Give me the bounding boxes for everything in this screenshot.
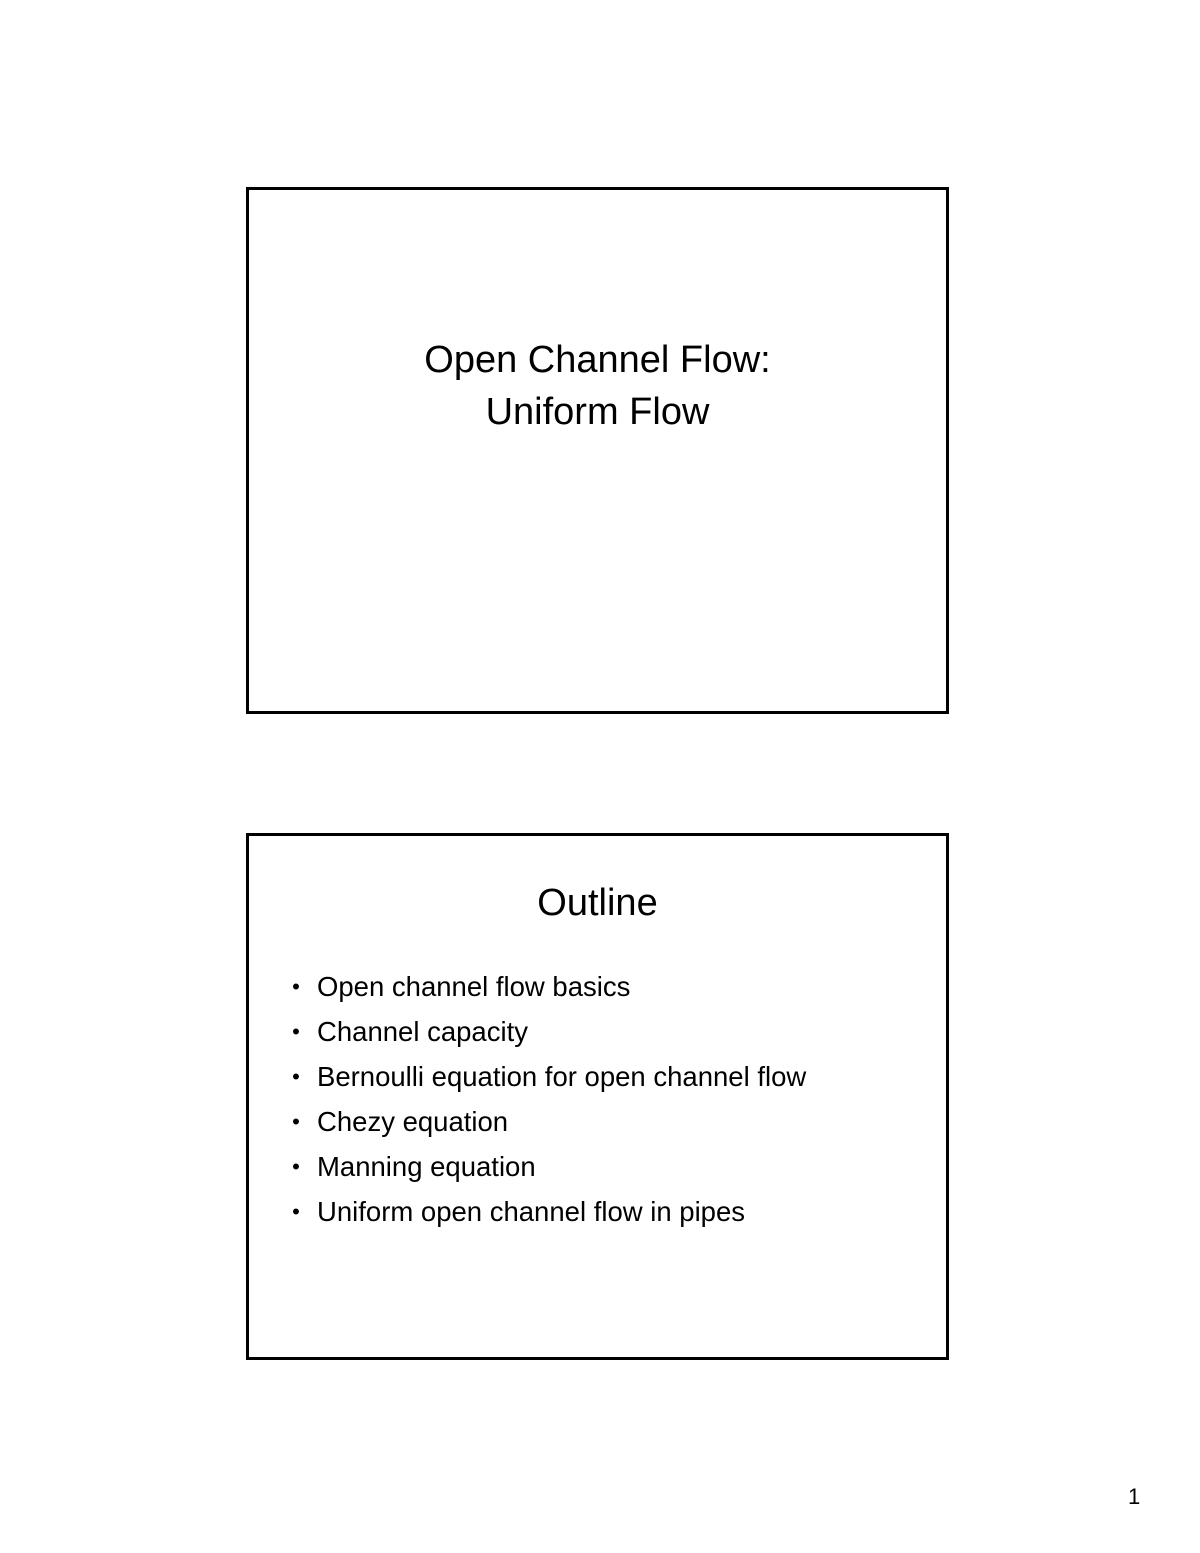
bullet-icon: • bbox=[292, 1154, 300, 1179]
list-item bbox=[289, 1189, 806, 1234]
list-item-text: Bernoulli equation for open channel flow bbox=[317, 1061, 807, 1092]
page-number: 1 bbox=[1128, 1484, 1141, 1509]
title-line-2: Uniform Flow bbox=[485, 391, 710, 433]
outline-heading: Outline bbox=[537, 882, 658, 924]
bullet-icon: • bbox=[292, 1199, 300, 1224]
list-item-text: Uniform open channel flow in pipes bbox=[317, 1196, 746, 1227]
slide-outline bbox=[246, 833, 949, 1360]
slide-title bbox=[246, 187, 949, 714]
list-item bbox=[289, 1054, 806, 1099]
title-line-1: Open Channel Flow: bbox=[424, 339, 771, 381]
list-item bbox=[289, 1099, 806, 1144]
bullet-icon: • bbox=[292, 1109, 300, 1134]
list-item bbox=[289, 1009, 806, 1054]
list-item-text: Channel capacity bbox=[317, 1016, 528, 1047]
bullet-icon: • bbox=[292, 1064, 300, 1089]
list-item bbox=[289, 1144, 806, 1189]
list-item-text: Open channel flow basics bbox=[317, 971, 631, 1002]
slide-title-text bbox=[249, 334, 946, 438]
list-item-text: Manning equation bbox=[317, 1151, 536, 1182]
list-item-text: Chezy equation bbox=[317, 1106, 509, 1137]
bullet-icon: • bbox=[292, 974, 300, 999]
bullet-icon: • bbox=[292, 1019, 300, 1044]
list-item bbox=[289, 964, 806, 1009]
outline-list bbox=[289, 964, 806, 1234]
